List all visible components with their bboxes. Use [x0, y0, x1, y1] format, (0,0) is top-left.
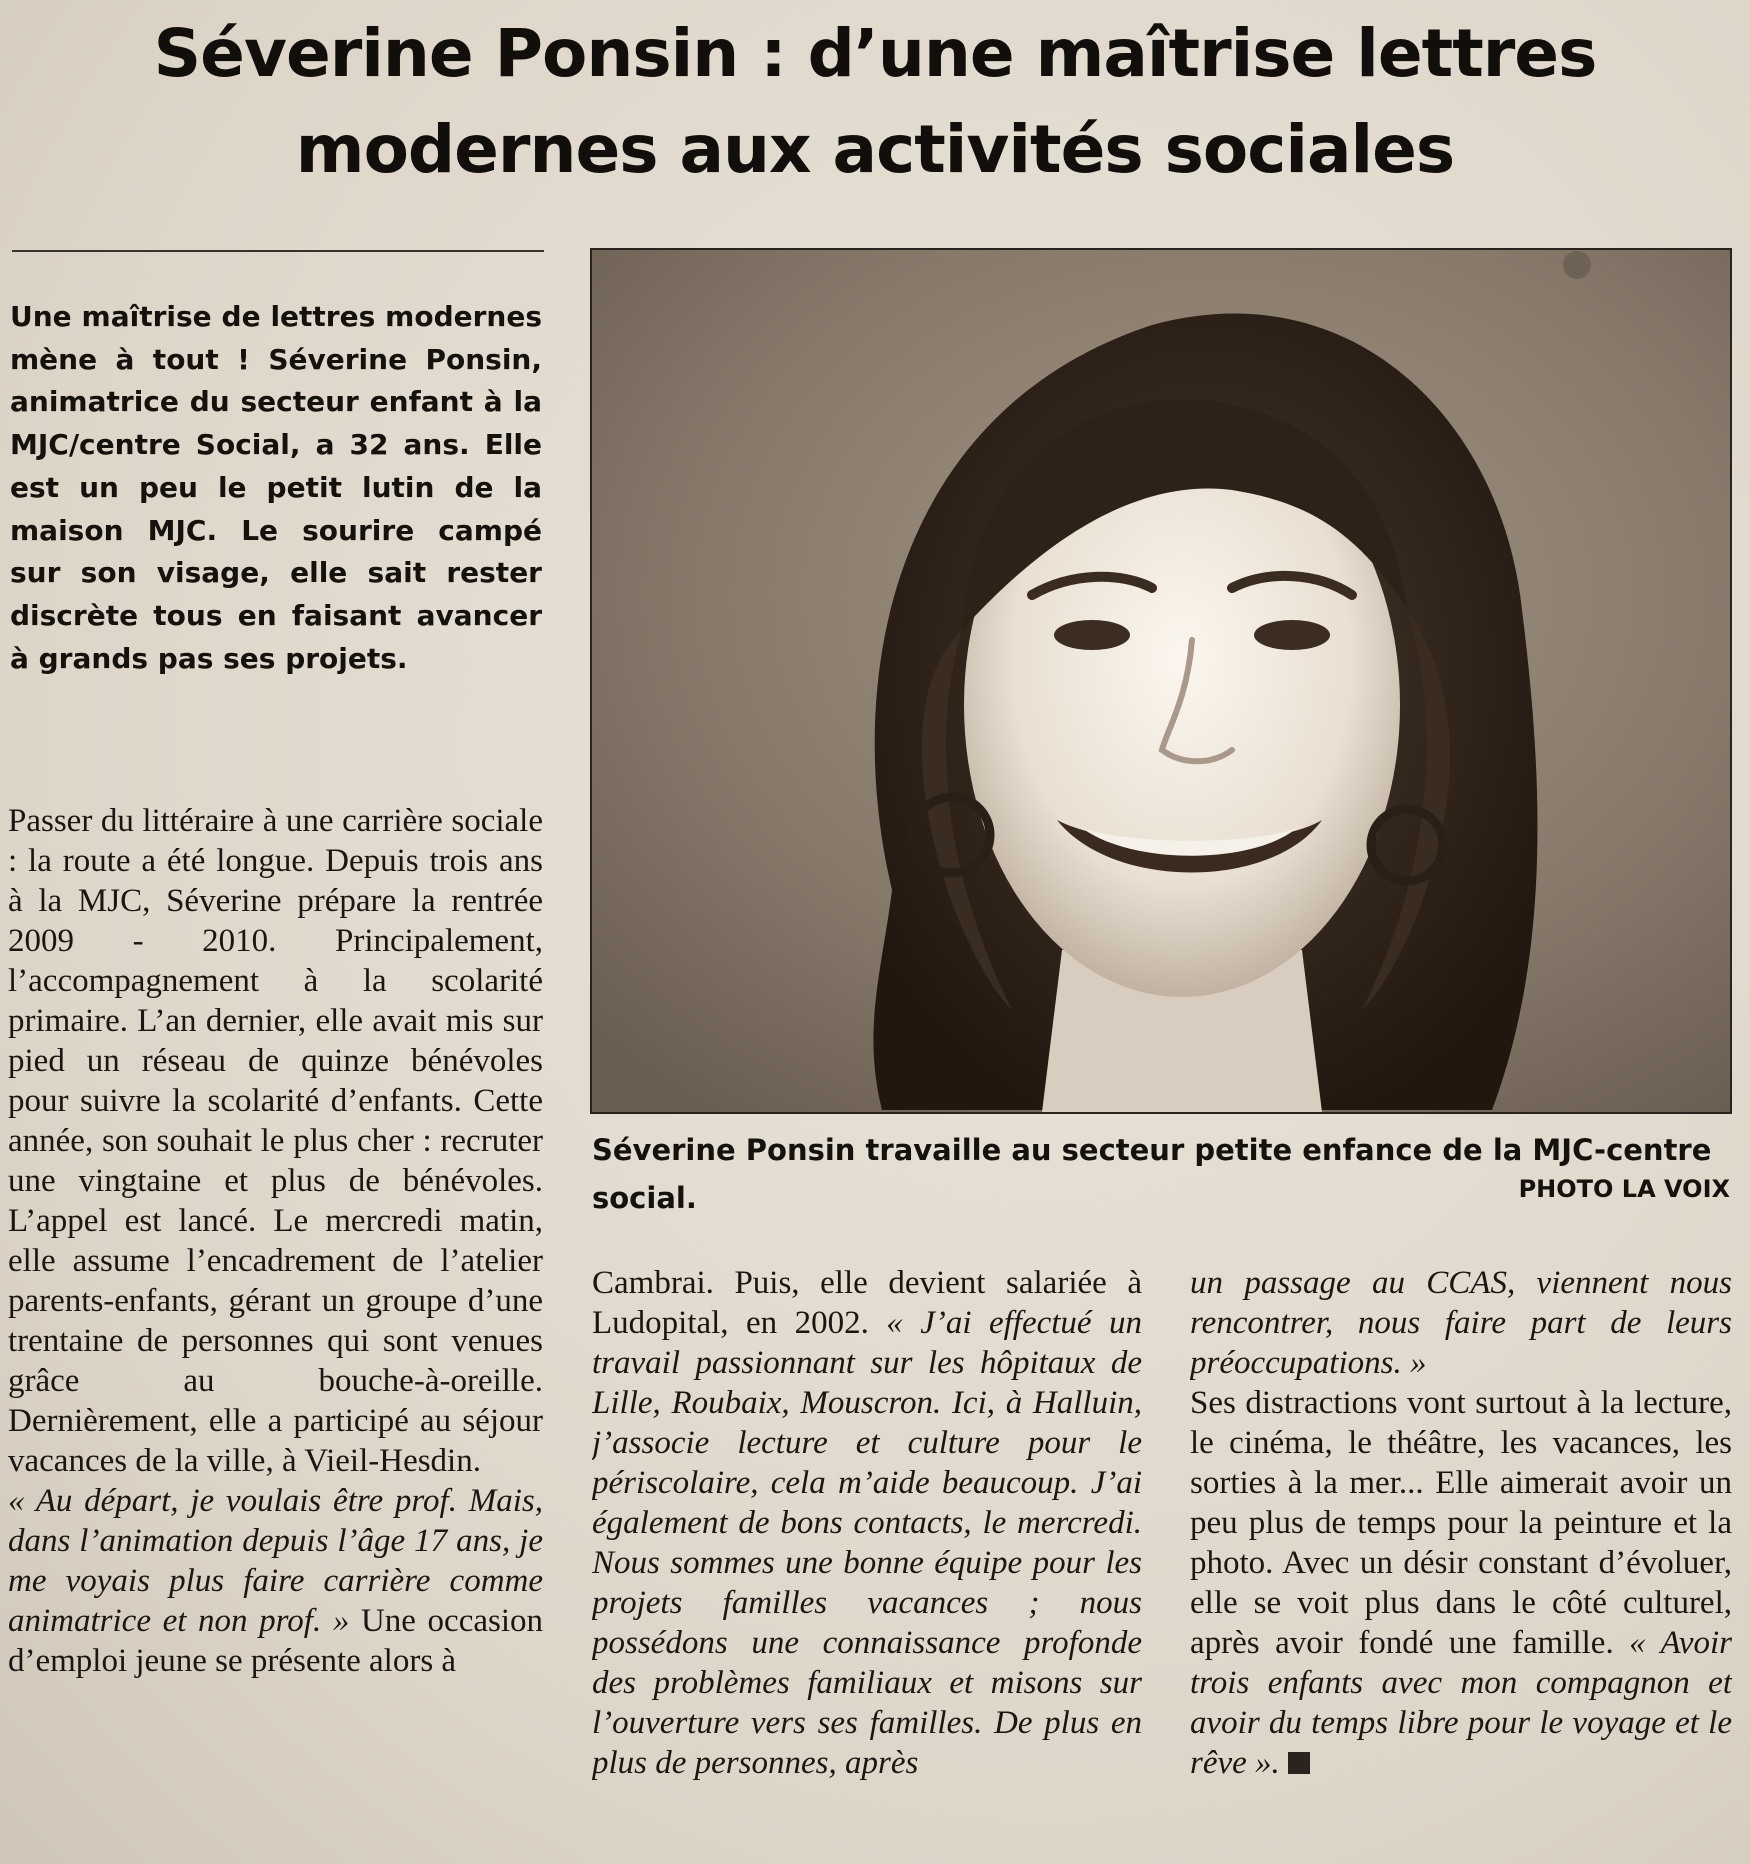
- quote-text: un passage au CCAS, viennent nous rencontrer, nous faire part de leurs préoccupations. »: [1190, 1265, 1732, 1381]
- body-column-3: [1190, 1263, 1732, 1863]
- body-paragraph-quote: [8, 1481, 543, 1681]
- section-rule: [12, 250, 544, 252]
- headline: Séverine Ponsin : d’une maîtrise lettres modernes aux activités sociales: [153, 15, 1597, 188]
- photo-caption: Séverine Ponsin travaille au secteur petite enfance de la MJC-centre social.: [592, 1133, 1712, 1215]
- body-text: Cambrai. Puis, elle devient salariée à Ludopital, en 2002.: [592, 1265, 1142, 1341]
- lead-paragraph: Une maîtrise de lettres modernes mène à tout ! Séverine Ponsin, animatrice du secteur enfant à la MJC/centre Social, a 32 ans. Elle est un peu le petit lutin de la maison MJC. Le sourire campé sur son visage, elle sait rester discrète tous en faisant avancer à grands pas ses projets.: [10, 300, 542, 675]
- portrait-illustration: [592, 250, 1730, 1112]
- quote-text: « J’ai effectué un travail passionnant sur les hôpitaux de Lille, Roubaix, Mouscron. Ici, à Halluin, j’associe lecture et culture pour le périscolaire, cela m’aide beaucoup. J’ai également de bons contacts, le mercredi. Nous sommes une bonne équipe pour les projets familles vacances ; nous possédons une connaissance profonde des problèmes familiaux et misons sur l’ouverture vers ses familles. De plus en plus de personnes, après: [592, 1305, 1142, 1781]
- portrait-photo: [590, 248, 1732, 1114]
- photo-credit: PHOTO LA VOIX: [1518, 1175, 1730, 1203]
- body-text: Ses distractions vont surtout à la lecture, le cinéma, le théâtre, les vacances, les sorties à la mer... Elle aimerait avoir un peu plus de temps pour la peinture et la photo. Avec un désir constant d’évoluer, elle se voit plus dans le côté culturel, après avoir fondé une famille.: [1190, 1385, 1732, 1661]
- body-paragraph: [592, 1263, 1142, 1783]
- body-paragraph: [1190, 1383, 1732, 1783]
- body-column-1: [8, 801, 543, 1861]
- body-text: Une occasion d’emploi jeune se présente alors à: [8, 1603, 543, 1679]
- quote-text: « Avoir trois enfants avec mon compagnon et avoir du temps libre pour le voyage et le rêve ».: [1190, 1625, 1732, 1781]
- body-column-2: [592, 1263, 1142, 1863]
- end-of-article-mark: [1288, 1752, 1310, 1774]
- body-paragraph: Passer du littéraire à une carrière sociale : la route a été longue. Depuis trois ans à la MJC, Séverine prépare la rentrée 2009 - 2010. Principalement, l’accompagnement à la scolarité primaire. L’an dernier, elle avait mis sur pied un réseau de quinze bénévoles pour suivre la scolarité d’enfants. Cette année, son souhait le plus cher : recruter une vingtaine et plus de bénévoles. L’appel est lancé. Le mercredi matin, elle assume l’encadrement de l’atelier parents-enfants, gérant un groupe d’une trentaine de personnes qui sont venues grâce au bouche-à-oreille. Dernièrement, elle a participé au séjour vacances de la ville, à Vieil-Hesdin.: [8, 803, 543, 1479]
- quote-text: « Au départ, je voulais être prof. Mais, dans l’animation depuis l’âge 17 ans, je me voyais plus faire carrière comme animatrice et non prof. »: [8, 1483, 543, 1639]
